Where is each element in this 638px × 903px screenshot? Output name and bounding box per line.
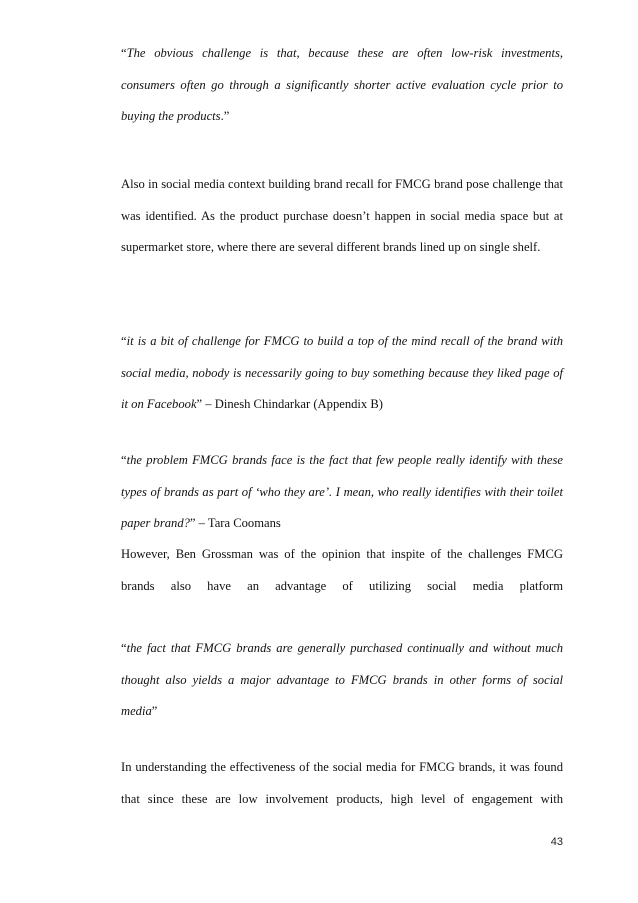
quote-text: the fact that FMCG brands are generally purchased continually and without much thought also yields a major advantage to FMCG brands in other forms of social media [121,641,563,718]
quote-text: the problem FMCG brands face is the fact that few people really identify with these types of brands as part of ‘who they are’. I mean, who really identifies with their toilet paper brand? [121,453,563,530]
quote-consumer-evaluation [121,38,563,133]
quote-fmcg-advantage [121,633,563,728]
quote-dinesh-chindarkar [121,326,563,421]
quote-text: The obvious challenge is that, because these are often low-risk investments, consumers often go through a significantly shorter active evaluation cycle prior to buying the products [121,46,563,123]
quote-attribution: ” – Dinesh Chindarkar (Appendix B) [196,397,383,411]
paragraph-effectiveness: In understanding the effectiveness of the social media for FMCG brands, it was found that since these are low involvement products, high level of engagement with [121,760,563,806]
quote-open-mark: “ [121,334,127,348]
quote-open-mark: “ [121,46,127,60]
quote-open-mark: “ [121,453,127,467]
quote-close-mark: .” [220,109,230,123]
quote-tara-coomans [121,445,563,540]
page-number: 43 [550,836,563,848]
paragraph-brand-recall: Also in social media context building brand recall for FMCG brand pose challenge that was identified. As the product purchase doesn’t happen in social media space but at supermarket store, where there are several different brands lined up on single shelf. [121,177,563,254]
quote-attribution: ” – Tara Coomans [189,516,281,530]
quote-close-mark: ” [151,704,158,718]
quote-text: it is a bit of challenge for FMCG to build a top of the mind recall of the brand with social media, nobody is necessarily going to buy something because they liked page of it on Facebook [121,334,563,411]
paragraph-ben-grossman: However, Ben Grossman was of the opinion that inspite of the challenges FMCG brands also have an advantage of utilizing social media platform [121,547,563,593]
quote-open-mark: “ [121,641,127,655]
